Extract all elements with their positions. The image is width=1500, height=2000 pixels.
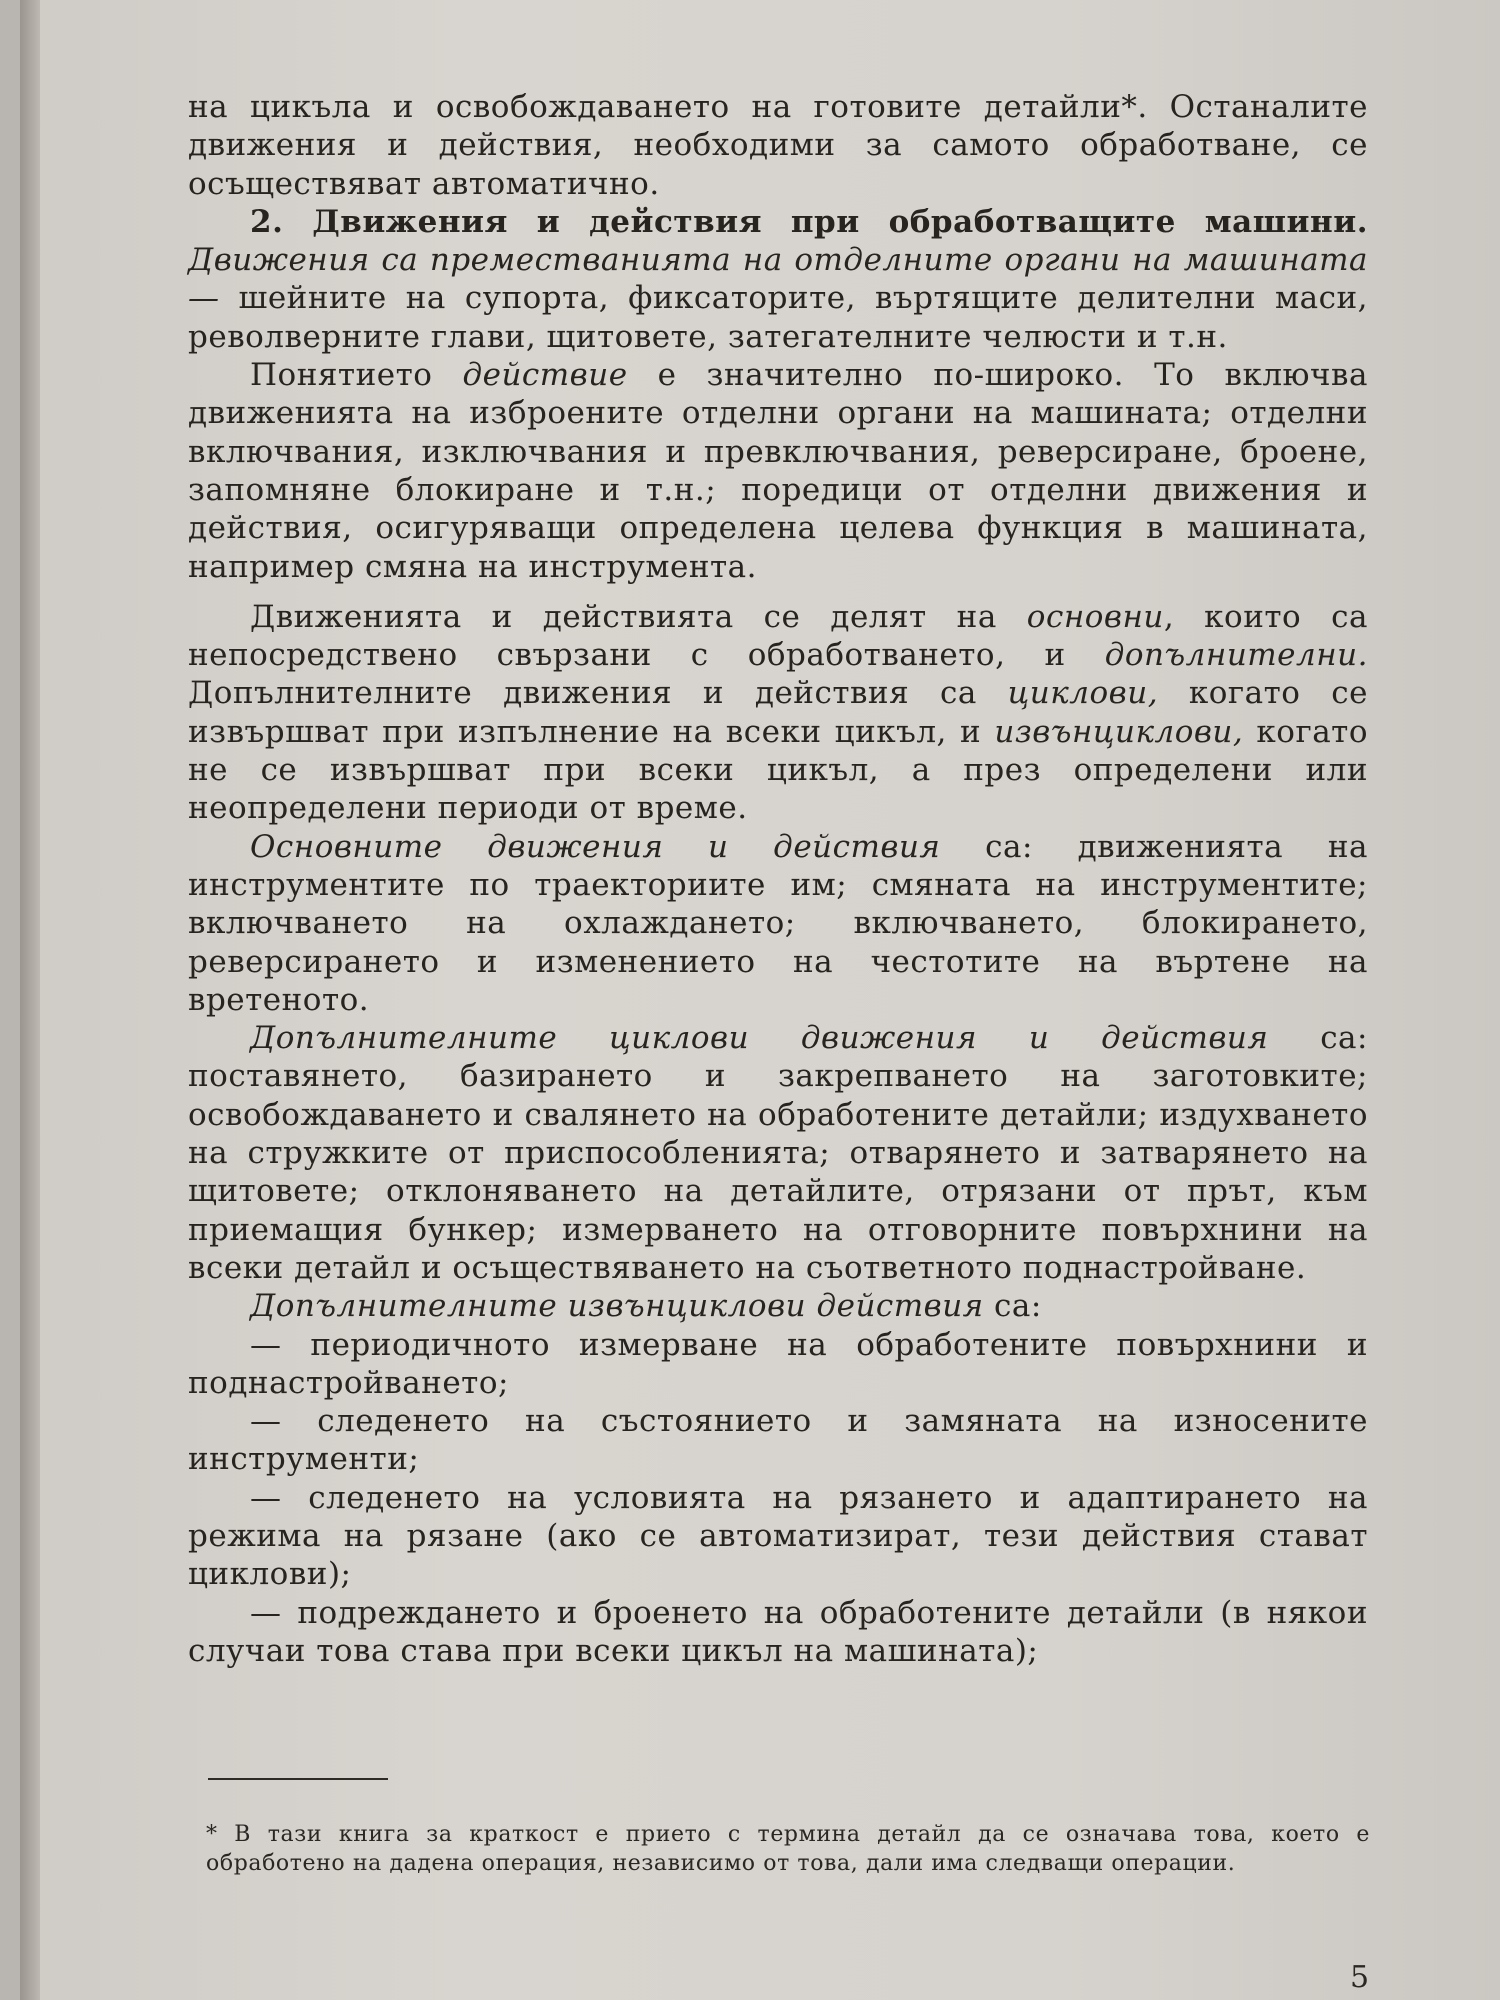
- paragraph-text: на цикъла и освобождаването на готовите детайли*. Останалите движения и действия, необходими за самото обработване, се осъществяват автоматично.: [188, 89, 1368, 202]
- list-item: — подреждането и броенето на обработените детайли (в някои случаи това става при всеки цикъл на машината);: [188, 1594, 1368, 1669]
- term-italic: Допълнителните циклови движения и действия: [250, 1020, 1269, 1057]
- paragraph-classification: [188, 598, 1368, 828]
- footnote-divider: [208, 1778, 388, 1780]
- term-italic: основни: [1026, 598, 1164, 635]
- footnote: * В тази книга за краткост е прието с термина детайл да се означава това, което е обработено на дадена операция, независимо от това, дали има следващи операции.: [206, 1822, 1370, 1876]
- page-gutter: [20, 0, 40, 2000]
- term-italic: действие: [462, 357, 628, 394]
- body-text: [188, 88, 1368, 1670]
- section-heading-paragraph: [188, 203, 1368, 356]
- paragraph-text: когато не се извършват при всеки цикъл, а през определени или неопределени периоди от време.: [188, 713, 1368, 827]
- paragraph-text: Движенията и действията се делят на: [250, 598, 1027, 635]
- term-italic: Допълнителните извънциклови действия: [250, 1288, 984, 1325]
- paragraph-action-concept: [188, 356, 1368, 586]
- paragraph-continuation: [188, 88, 1368, 203]
- paragraph-text: са: поставянето, базирането и закрепването на заготовките; освобождаването и свалянето на обработените детайли; издухването на стружките от приспособленията; отварянето и затварянето на щитовете; отклоняването на детайлите, отрязани от прът, към приемащия бункер; измерването на отговорните повърхнини на всеки детайл и осъществяването на съответното поднастройване.: [188, 1020, 1368, 1286]
- book-page: [20, 0, 1500, 2000]
- list-item: — следенето на условията на рязането и адаптирането на режима на рязане (ако се автоматизират, тези действия стават циклови);: [188, 1479, 1368, 1593]
- paragraph-noncyclic-actions: [188, 1287, 1368, 1325]
- paragraph-text: Понятието: [250, 357, 463, 394]
- definition-italic: Движения са преместванията на отделните органи на машината —: [188, 242, 1368, 317]
- paragraph-text: са:: [983, 1288, 1042, 1325]
- term-italic: циклови,: [1007, 675, 1159, 712]
- term-italic: допълнителни.: [1104, 637, 1368, 674]
- list-item: — следенето на състоянието и замяната на износените инструменти;: [188, 1403, 1368, 1478]
- term-italic: извънциклови,: [994, 713, 1244, 750]
- paragraph-text: са: движенията на инструментите по траекториите им; смяната на инструментите; включването на охлаждането; включването, блокирането, реверсирането и изменението на честотите на въртене на вретеното.: [188, 828, 1368, 1018]
- paragraph-text: Допълнителните движения и действия са: [188, 675, 1008, 712]
- paragraph-text: е значително по-широко. То включва движенията на изброените отделни органи на машината; отделни включвания, изключвания и превключвания, реверсиране, броене, запомняне блокиране и т.н.; поредици от отделни движения и действия, осигуряващи определена целева функция в машината, например смяна на инструмента.: [188, 357, 1368, 585]
- section-heading: 2. Движения и действия при обработващите машини.: [250, 203, 1368, 240]
- paragraph-text: шейните на супорта, фиксаторите, въртящите делителни маси, револверните глави, щитовете, затегателните челюсти и т.н.: [188, 280, 1368, 355]
- list-item: — периодичното измерване на обработените повърхнини и поднастройването;: [188, 1326, 1368, 1401]
- page-number: 5: [1350, 1960, 1370, 1995]
- paragraph-basic-motions: [188, 828, 1368, 1019]
- term-italic: Основните движения и действия: [250, 828, 941, 865]
- paragraph-text: когато се извършват при изпълнение на всеки цикъл, и: [188, 675, 1368, 750]
- paragraph-text: , които са непосредствено свързани с обработването, и: [188, 598, 1369, 674]
- paragraph-cyclic-motions: [188, 1019, 1368, 1287]
